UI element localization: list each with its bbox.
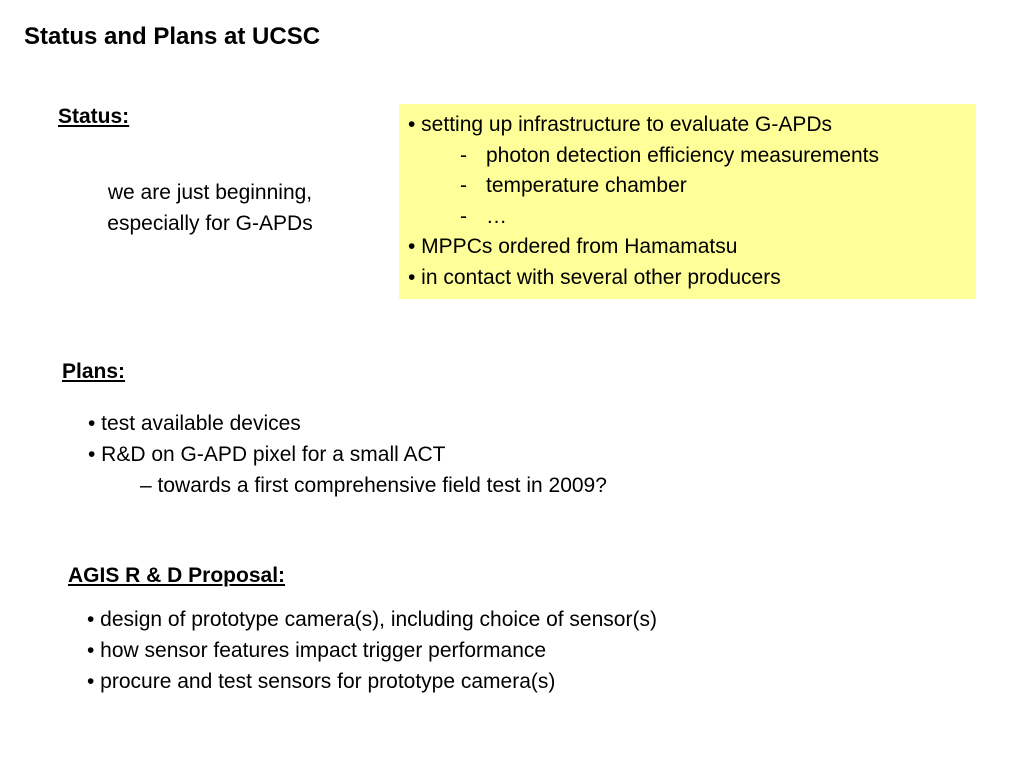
agis-bullet-3: • procure and test sensors for prototype camera(s) — [87, 670, 556, 693]
status-box-sub-3 — [408, 202, 976, 233]
status-heading: Status: — [58, 105, 130, 128]
status-box-bullet-3: • in contact with several other producers — [408, 265, 781, 289]
plans-heading: Plans: — [62, 360, 126, 383]
plans-bullet-1: • test available devices — [88, 412, 301, 435]
agis-bullet-2: • how sensor features impact trigger performance — [87, 639, 547, 662]
status-box-sub-2 — [408, 171, 976, 202]
status-text-line-1: we are just beginning, — [107, 181, 313, 204]
dash-marker: - — [460, 174, 467, 198]
agis-list — [87, 604, 657, 697]
plans-bullet-2: • R&D on G-APD pixel for a small ACT — [88, 443, 446, 466]
dash-marker: - — [460, 143, 467, 167]
status-box-sub-3-text: … — [486, 204, 507, 228]
slide-title: Status and Plans at UCSC — [24, 23, 321, 50]
plans-list — [88, 408, 607, 501]
status-highlight-box — [399, 104, 976, 299]
status-box-bullet-1: • setting up infrastructure to evaluate G-APDs — [408, 113, 833, 136]
status-box-bullet-2: • MPPCs ordered from Hamamatsu — [408, 235, 738, 259]
agis-bullet-1: • design of prototype camera(s), including choice of sensor(s) — [87, 608, 657, 631]
status-text-line-2: especially for G-APDs — [107, 212, 313, 235]
status-text — [60, 177, 360, 239]
dash-marker: - — [460, 204, 467, 228]
status-box-sub-1 — [408, 141, 976, 172]
agis-heading: AGIS R & D Proposal: — [68, 564, 286, 587]
status-box-sub-1-text: photon detection efficiency measurements — [486, 143, 880, 167]
status-box-sub-2-text: temperature chamber — [486, 174, 687, 198]
plans-sub-1: – towards a first comprehensive field test in 2009? — [140, 474, 607, 497]
